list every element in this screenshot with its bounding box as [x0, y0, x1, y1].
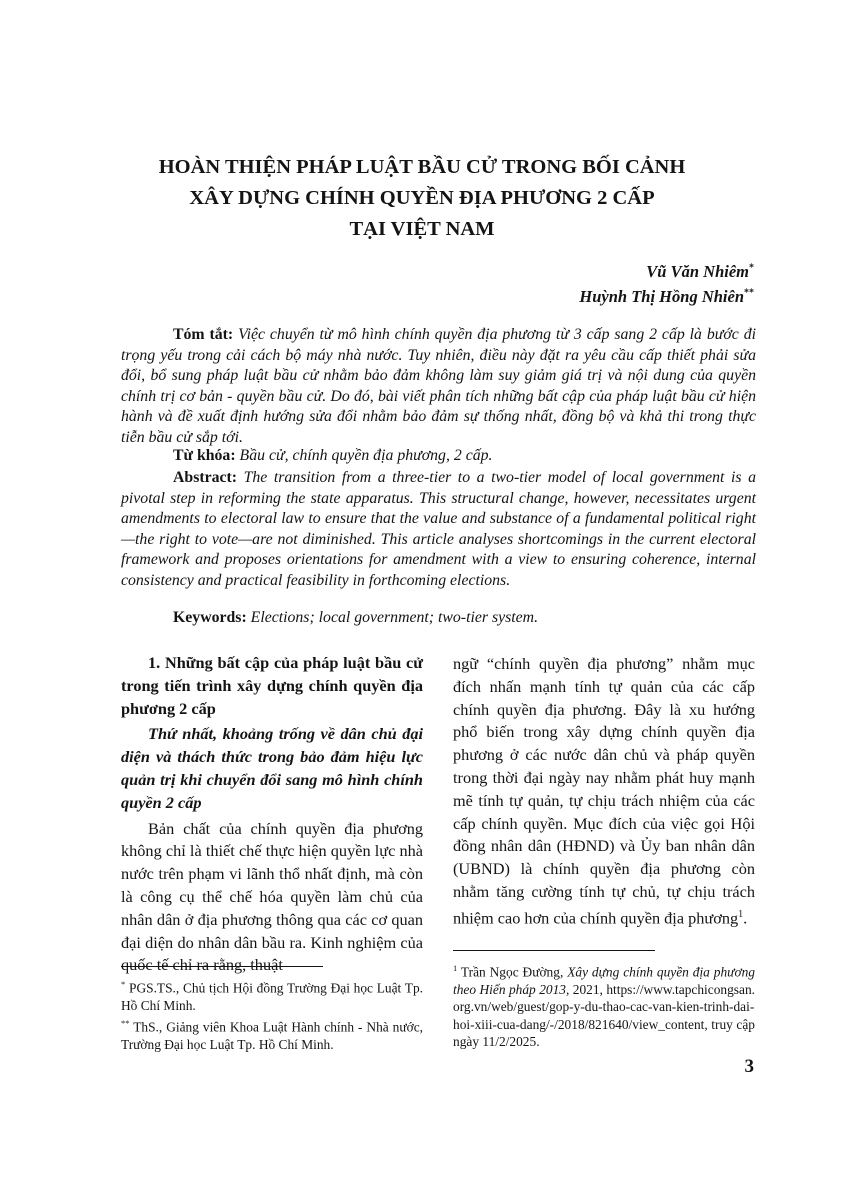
left-column — [121, 652, 423, 977]
section-subheading: Thứ nhất, khoảng trống về dân chủ đại diện và thách thức trong bảo đảm hiệu lực quản trị khi chuyển đổi sang mô hình chính quyền 2 cấp — [121, 724, 423, 812]
section-heading: 1. Những bất cập của pháp luật bầu cử trong tiến trình xây dựng chính quyền địa phương 2 cấp — [121, 653, 423, 718]
summary-vi — [121, 325, 756, 448]
footnote-1-work: Xây dựng chính quyền địa phương theo Hiến pháp 2013 — [453, 964, 756, 997]
author-1-mark: * — [749, 262, 754, 274]
summary-vi-text: Việc chuyển từ mô hình chính quyền địa phương từ 3 cấp sang 2 cấp là bước đi trọng yếu trong cải cách bộ máy nhà nước. Tuy nhiên, điều này đặt ra yêu cầu cấp thiết phải sửa đổi, bổ sung pháp luật bầu cử nhằm bảo đảm không làm suy giảm giá trị và nội dung của quyền chính trị cơ bản - quyền bầu cử. Do đó, bài viết phân tích những bất cập của pháp luật bầu cử hiện hành và đề xuất định hướng sửa đổi nhằm bảo đảm sự thống nhất, đồng bộ và khả thi trong thực tiễn bầu cử sắp tới. — [121, 326, 756, 446]
author-1 — [646, 262, 754, 282]
page-number: 3 — [744, 1056, 754, 1077]
author-1-name: Vũ Văn Nhiêm — [646, 262, 749, 281]
keywords-vi-text: Bầu cử, chính quyền địa phương, 2 cấp. — [239, 447, 493, 464]
abstract-en-label: Abstract: — [173, 469, 238, 486]
footnote-author-1 — [121, 976, 423, 1014]
footnote-author-1-text: PGS.TS., Chủ tịch Hội đồng Trường Đại học Luật Tp. Hồ Chí Minh. — [121, 980, 423, 1013]
title-line-3: TẠI VIỆT NAM — [349, 218, 495, 240]
article-title — [110, 152, 734, 245]
footnote-rule-left — [121, 966, 323, 967]
body-paragraph-left: Bản chất của chính quyền địa phương không chỉ là thiết chế thực hiện quyền lực nhà nước trên phạm vi lãnh thổ nhất định, mà còn là công cụ thể chế hóa quyền làm chủ của nhân dân ở địa phương thông qua các cơ quan đại diện do nhân dân bầu ra. Kinh nghiệm của quốc tế chỉ ra rằng, thuật — [121, 818, 423, 975]
right-column — [453, 653, 755, 930]
author-2-name: Huỳnh Thị Hồng Nhiên — [579, 287, 744, 306]
keywords-en — [121, 608, 756, 629]
abstract-en-text: The transition from a three-tier to a two-tier model of local government is a pivotal step in reforming the state apparatus. This structural change, however, necessitates urgent amendments to electoral law to ensure that the value and substance of a fundamental political right—the right to vote—are not diminished. This article analyses shortcomings in the current electoral framework and proposes orientations for amendment with a view to ensuring coherence, internal consistency and practical feasibility in forthcoming elections. — [121, 469, 757, 589]
body-paragraph-right-end: . — [743, 908, 748, 928]
footnote-1-rest: , 2021, https://www.tapchicongsan.org.vn/web/guest/gop-y-du-thao-cac-van-kien-trinh-dai-hoi-xiii-cua-dang/-/2018/821640/view_content, truy cập ngày 11/2/2025. — [453, 981, 755, 1050]
keywords-vi-label: Từ khóa: — [173, 447, 236, 464]
body-paragraph-right-text: ngữ “chính quyền địa phương” nhằm mục đích nhấn mạnh tính tự quản của các cấp chính quyền địa phương. Đây là xu hướng phổ biến trong xây dựng chính quyền địa phương ở các nước dân chủ và pháp quyền trong thời đại ngày nay nhằm phát huy mạnh mẽ tính tự quản, tự chịu trách nhiệm của các cấp chính quyền. Mục đích của việc gọi Hội đồng nhân dân (HĐND) và Ủy ban nhân dân (UBND) là chính quyền địa phương còn nhằm tăng cường tính tự chủ, tự chịu trách nhiệm cao hơn của chính quyền địa phương — [453, 654, 755, 928]
footnote-1 — [453, 960, 755, 1051]
keywords-vi — [121, 446, 756, 467]
footnote-1-author: Trần Ngọc Đường, — [460, 964, 568, 980]
footnotes-left — [121, 976, 423, 1054]
body-paragraph-right — [453, 653, 755, 930]
footnote-author-2 — [121, 1015, 423, 1053]
title-line-2: XÂY DỰNG CHÍNH QUYỀN ĐỊA PHƯƠNG 2 CẤP — [189, 187, 655, 209]
footnote-1-mark: 1 — [453, 963, 458, 973]
footnote-author-2-mark: ** — [121, 1018, 130, 1029]
footnote-rule-right — [453, 950, 655, 951]
footnote-ref-1[interactable]: 1 — [738, 908, 744, 920]
title-line-1: HOÀN THIỆN PHÁP LUẬT BẦU CỬ TRONG BỐI CẢNH — [158, 156, 686, 178]
keywords-en-label: Keywords: — [173, 609, 247, 626]
keywords-en-text: Elections; local government; two-tier system. — [250, 609, 539, 626]
author-2-mark: ** — [744, 287, 754, 299]
abstract-en — [121, 468, 756, 591]
footnote-author-1-mark: * — [121, 979, 126, 989]
summary-vi-label: Tóm tắt: — [173, 326, 234, 343]
footnote-author-2-text: ThS., Giảng viên Khoa Luật Hành chính - Nhà nước, Trường Đại học Luật Tp. Hồ Chí Minh. — [121, 1019, 423, 1053]
author-2 — [579, 287, 754, 307]
